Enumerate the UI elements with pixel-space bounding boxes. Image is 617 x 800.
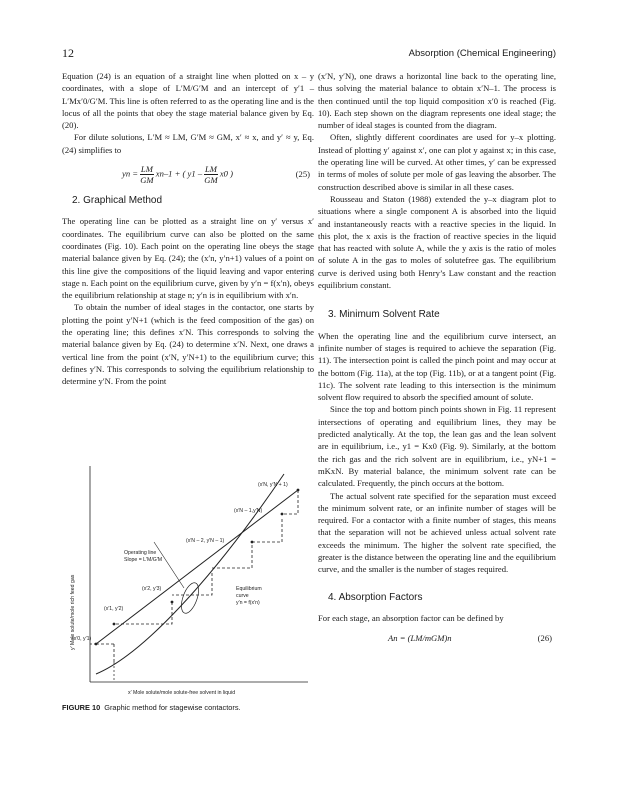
left-column — [62, 70, 314, 388]
operating-line — [96, 490, 298, 644]
label-x1y2: (x′1, y′2) — [104, 606, 124, 612]
paragraph: For dilute solutions, L′M ≈ LM, G′M ≈ GM, x′ ≈ x, and y′ ≈ y, Eq. (24) simplifies to — [62, 132, 314, 155]
step — [172, 573, 212, 595]
paragraph: When the operating line and the equilibrium curve intersect, an infinite number of stages is required to achieve the separation (Fig. 11). The intersection point is called the pinch point and may occur at the bottom (Fig. 11a), at the top (Fig. 11b), or at a tangent point (Fig. 11c). The solvent rate leading to this intersection is the minimum solvent flow required to absorb the specified amount of solute. — [318, 330, 556, 403]
leader-line — [154, 542, 184, 588]
caption-text: Graphic method for stagewise contactors. — [104, 703, 241, 712]
label-curve: curve — [236, 593, 249, 599]
running-head: Absorption (Chemical Engineering) — [408, 48, 556, 59]
label-x0y1: (x′0, y′1) — [72, 636, 92, 642]
equation-26 — [318, 632, 556, 644]
equation-number: (25) — [295, 169, 310, 180]
equilibrium-curve — [96, 474, 284, 674]
eq25-fraction-2: $\frac{LM}{GM}$ — [204, 164, 218, 186]
figure-caption — [62, 703, 241, 712]
paragraph: Since the top and bottom pinch points shown in Fig. 11 represent intersections of operating and equilibrium lines, they may be predicted analytically. At the top, the lean gas and the lean solvent are in equilibrium, i.e., y1 = Kx0 (Fig. 9). Similarly, at the bottom the rich gas and the rich solvent are in equilibrium, i.e., yN+1 = mKxN. By material balance, the minimum solvent rate can be calculated. Frequently, the pinch occurs at the bottom. — [318, 404, 556, 489]
label-x2y3: (x′2, y′3) — [142, 586, 162, 592]
section-heading: 3. Minimum Solvent Rate — [328, 309, 440, 321]
eq26-body: An = (LM/mGM)n — [388, 633, 452, 644]
right-column — [318, 70, 556, 652]
label-eq-relation: y′n = f(x′n) — [236, 600, 260, 606]
paragraph: The operating line can be plotted as a straight line on y′ versus x′ coordinates. The equilibrium curve can also be plotted on the same coordinates (Fig. 10). Each point on the operating line obeys the stage material balance given by Eq. (24); the (x′n, y′n+1) values of a point on this line give the compositions of the liquid leaving and vapor entering stage n. Each point on the equilibrium curve, given by y′n = f(x′n), obeys the equilibrium relationship at stage n; y′n is in equilibrium with x′n. — [62, 216, 314, 301]
eq25-end: x0 ) — [219, 168, 233, 179]
x-axis-label: x′ Mole solute/mole solute-free solvent in liquid — [128, 690, 236, 696]
paragraph: Often, slightly different coordinates are used for y–x plotting. Instead of plotting y′ against x′, one can plot y against x; in this case, the operating line will be curved. At other times, y′ can be expressed in terms of moles of solute per mole of gas leaving the absorber. The construction described above is similar in all these cases. — [318, 132, 556, 192]
paragraph: Rousseau and Staton (1988) extended the y–x diagram plot to situations where a single component A is absorbed into the liquid and instantaneously reacts with a reactive species in the liquid. In this plot, the x axis is the fraction of reactive species in the liquid that has reacted with solute A, while the y axis is the ratio of moles of solute A in the gas to moles of solutefree gas. The equilibrium curve is derived using both Henry’s Law constant and the reaction equilibrium constant. — [318, 193, 556, 291]
label-n2-point: (x′N – 2, y′N – 1) — [186, 538, 225, 544]
label-operating-line: Operating line — [124, 550, 157, 556]
caption-label: FIGURE 10 — [62, 703, 101, 712]
y-axis-label: y′ Mole solute/mole rich feed gas — [70, 574, 76, 650]
figure-10 — [62, 450, 314, 700]
eq25-lhs: yn = — [122, 168, 139, 179]
label-top-point: (x′N, y′N + 1) — [258, 482, 288, 488]
paragraph: Equation (24) is an equation of a straight line when plotted on x – y coordinates, with a slope of L′M/G′M and an intercept of y′1 – L′Mx′0/G′M. This line is often referred to as the operating line and is the locus of all the points that obey the stage material balance given by Eq. (20). — [62, 71, 314, 131]
step — [212, 545, 252, 568]
stage-diagram — [62, 450, 314, 700]
step — [96, 644, 114, 662]
label-equilibrium: Equilibrium — [236, 586, 262, 592]
page-number: 12 — [62, 46, 74, 60]
label-n-point: (x′N – 1,y′N) — [234, 508, 263, 514]
step — [282, 490, 298, 514]
paragraph: The actual solvent rate specified for the separation must exceed the minimum solvent rate, or an infinite number of stages will be required. For a contactor with a finite number of stages, this means that the separation will not be achieved unless actual solvent rate exceeds the minimum. The higher the solvent rate specified, the greater is the distance between the operating line and the equilibrium curve, and the smaller is the number of stages required. — [318, 490, 556, 575]
paragraph: For each stage, an absorption factor can be defined by — [318, 612, 504, 623]
eq25-fraction-1: $\frac{LM}{GM}$ — [140, 164, 154, 186]
paragraph: (x′N, y′N), one draws a horizontal line back to the operating line, thus solving the material balance to obtain x′N–1. The process is then continued until the top liquid composition x′0 is reached (Fig. 10). Each step shown on the diagram represents one ideal stage; the number of ideal stages is counted from the diagram. — [318, 71, 556, 131]
step — [252, 519, 282, 542]
section-heading: 2. Graphical Method — [72, 195, 163, 207]
projection-lines — [90, 644, 114, 682]
label-slope: Slope = L′M/G′M — [124, 557, 163, 563]
paragraph: To obtain the number of ideal stages in the contactor, one starts by plotting the point y′N+1 (which is the feed composition of the gas) on the operating line; this defines x′N. This corresponds to solving the material balance given by Eq. (24) to determine x′N. Next, one draws a vertical line from the point (x′N, y′N+1) to the equilibrium curve; this defines y′N. This corresponds to solving the equilibrium relationship to determine y′N. From the point — [62, 302, 314, 387]
equation-number: (26) — [537, 633, 552, 644]
stage-steps — [96, 490, 298, 662]
equation-25 — [62, 164, 314, 185]
eq25-mid: xn–1 + ( y1 – — [155, 168, 203, 179]
section-heading: 4. Absorption Factors — [328, 591, 423, 603]
